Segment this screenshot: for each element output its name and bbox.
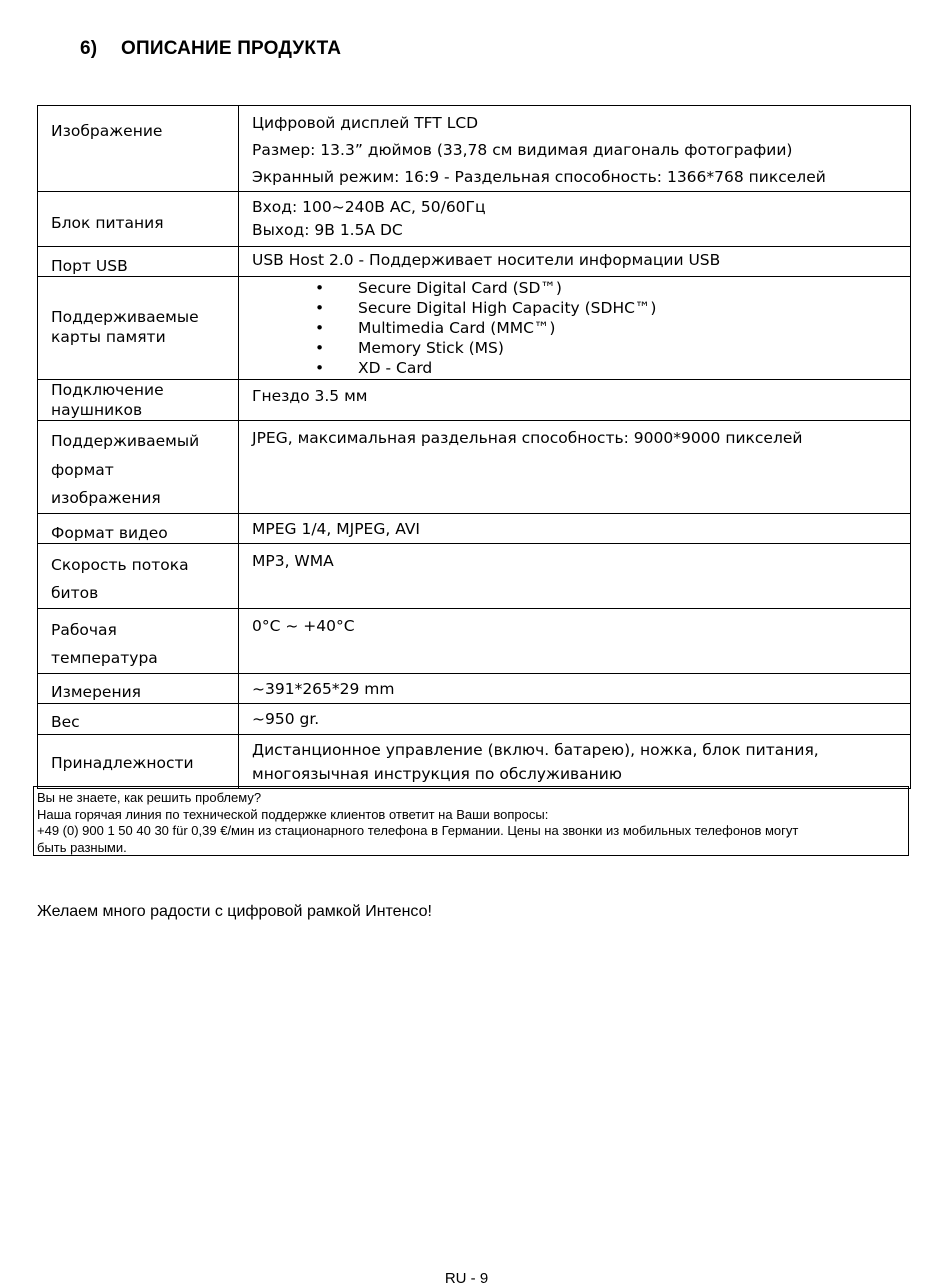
spec-label-line: температура bbox=[51, 649, 158, 667]
spec-value: USB Host 2.0 - Поддерживает носители информации USB bbox=[252, 251, 721, 269]
spec-row-dimensions bbox=[38, 673, 911, 703]
hotline-box bbox=[33, 786, 909, 856]
spec-value-line: Цифровой дисплей TFT LCD bbox=[252, 114, 479, 132]
spec-value-line: Выход: 9В 1.5A DC bbox=[252, 221, 403, 239]
spec-label-line: Поддерживаемые bbox=[51, 308, 199, 326]
spec-value-cell bbox=[239, 703, 911, 734]
spec-value-cell bbox=[239, 543, 911, 608]
spec-row-image-format bbox=[38, 421, 911, 514]
spec-row-memory-cards bbox=[38, 277, 911, 380]
spec-value-line: Экранный режим: 16:9 - Раздельная способность: 1366*768 пикселей bbox=[252, 168, 826, 186]
spec-label-cell bbox=[38, 192, 239, 247]
spec-value: MP3, WMA bbox=[252, 551, 334, 570]
list-item: • Secure Digital Card (SD™) bbox=[239, 278, 910, 298]
spec-value-line: Размер: 13.3” дюймов (33,78 см видимая диагональ фотографии) bbox=[252, 141, 793, 159]
spec-label: Порт USB bbox=[51, 257, 128, 275]
spec-value-cell bbox=[239, 421, 911, 514]
spec-label: Измерения bbox=[51, 682, 141, 701]
spec-value-cell bbox=[239, 673, 911, 703]
spec-row-display bbox=[38, 106, 911, 192]
spec-value-cell bbox=[239, 277, 911, 380]
hotline-line: Вы не знаете, как решить проблему? bbox=[37, 790, 262, 805]
spec-label-line: формат bbox=[51, 460, 114, 479]
list-item: • Memory Stick (MS) bbox=[239, 338, 910, 358]
spec-value-cell bbox=[239, 106, 911, 192]
spec-label-cell bbox=[38, 513, 239, 543]
hotline-line: быть разными. bbox=[37, 839, 127, 855]
spec-label-line: Подключение bbox=[51, 381, 164, 399]
spec-label-line: Рабочая bbox=[51, 620, 117, 639]
spec-row-weight bbox=[38, 703, 911, 734]
spec-label-cell bbox=[38, 673, 239, 703]
page-number: RU - 9 bbox=[444, 1270, 489, 1287]
spec-label-line: карты памяти bbox=[51, 328, 166, 346]
spec-label-cell bbox=[38, 608, 239, 673]
list-item: • XD - Card bbox=[239, 358, 910, 378]
spec-value-cell bbox=[239, 734, 911, 788]
spec-value: ~391*265*29 mm bbox=[252, 679, 395, 698]
spec-value: JPEG, максимальная раздельная способность: 9000*9000 пикселей bbox=[252, 429, 803, 447]
spec-value: MPEG 1/4, MJPEG, AVI bbox=[252, 519, 420, 538]
spec-value-line: многоязычная инструкция по обслуживанию bbox=[252, 764, 622, 783]
spec-value-cell bbox=[239, 380, 911, 421]
spec-row-temperature bbox=[38, 608, 911, 673]
spec-label-cell bbox=[38, 421, 239, 514]
spec-label-cell bbox=[38, 543, 239, 608]
list-item: • Secure Digital High Capacity (SDHC™) bbox=[239, 298, 910, 318]
spec-value: Гнездо 3.5 мм bbox=[252, 387, 368, 405]
spec-label-line: наушников bbox=[51, 401, 143, 419]
section-title-text: ОПИСАНИЕ ПРОДУКТА bbox=[121, 38, 342, 59]
spec-value-cell bbox=[239, 608, 911, 673]
section-title bbox=[80, 38, 341, 60]
spec-label-cell bbox=[38, 247, 239, 277]
hotline-line: Наша горячая линия по технической поддержке клиентов ответит на Ваши вопросы: bbox=[37, 806, 549, 822]
spec-value: ~950 gr. bbox=[252, 709, 320, 728]
spec-row-headphones bbox=[38, 380, 911, 421]
spec-label: Блок питания bbox=[51, 214, 164, 232]
spec-label-line: изображения bbox=[51, 489, 161, 507]
hotline-line: +49 (0) 900 1 50 40 30 für 0,39 €/мин из стационарного телефона в Германии. Цены на звонки из мобильных телефонов могут bbox=[37, 823, 799, 839]
memory-card-list bbox=[239, 278, 910, 378]
spec-label: Изображение bbox=[51, 121, 163, 140]
spec-label-cell bbox=[38, 703, 239, 734]
spec-label: Принадлежности bbox=[51, 754, 194, 772]
spec-row-bitrate bbox=[38, 543, 911, 608]
spec-table bbox=[37, 105, 911, 789]
spec-label: Вес bbox=[51, 712, 80, 731]
spec-label-cell bbox=[38, 277, 239, 380]
spec-row-usb bbox=[38, 247, 911, 277]
spec-row-accessories bbox=[38, 734, 911, 788]
spec-value: 0°C ~ +40°C bbox=[252, 616, 355, 635]
spec-label-cell bbox=[38, 734, 239, 788]
spec-row-video-format bbox=[38, 513, 911, 543]
spec-label-line: Поддерживаемый bbox=[51, 432, 200, 450]
spec-value-cell bbox=[239, 247, 911, 277]
spec-label-cell bbox=[38, 380, 239, 421]
spec-label-cell bbox=[38, 106, 239, 192]
spec-value-line: Вход: 100~240В AC, 50/60Гц bbox=[252, 198, 486, 216]
section-number: 6) bbox=[80, 38, 98, 59]
spec-value-line: Дистанционное управление (включ. батарею), ножка, блок питания, bbox=[252, 740, 819, 759]
spec-label-line: битов bbox=[51, 584, 99, 602]
list-item: • Multimedia Card (MMC™) bbox=[239, 318, 910, 338]
spec-label: Формат видео bbox=[51, 523, 168, 542]
spec-row-power bbox=[38, 192, 911, 247]
closing-text: Желаем много радости с цифровой рамкой Интенсо! bbox=[37, 903, 432, 920]
spec-value-cell bbox=[239, 513, 911, 543]
spec-label-line: Скорость потока bbox=[51, 555, 189, 574]
spec-value-cell bbox=[239, 192, 911, 247]
